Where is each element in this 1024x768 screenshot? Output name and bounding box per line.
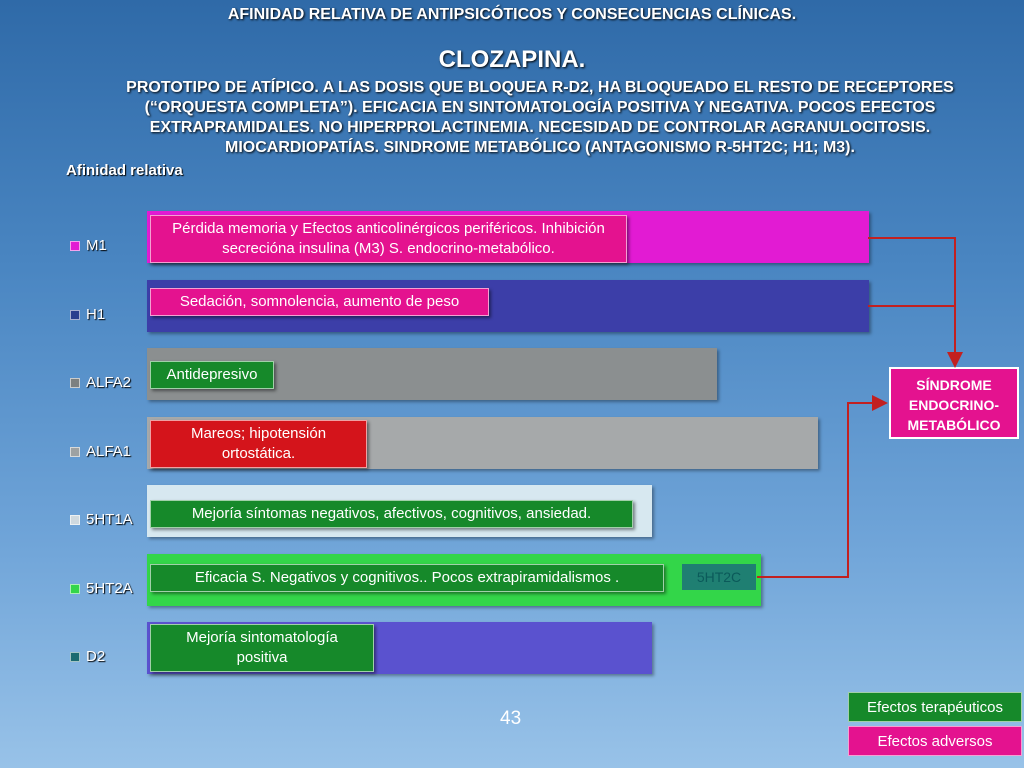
legend-therapeutic: Efectos terapéuticos — [848, 692, 1022, 722]
axis-label: Afinidad relativa — [66, 162, 183, 179]
annotation-m1: Pérdida memoria y Efectos anticolinérgicos periféricos. Inhibición secrecióna insulina (M3) S. endocrino-metabólico. — [150, 215, 627, 263]
arrow-5ht2c — [757, 403, 884, 577]
drug-description: PROTOTIPO DE ATÍPICO. A LAS DOSIS QUE BLOQUEA R-D2, HA BLOQUEADO EL RESTO DE RECEPTORES (“ORQUESTA COMPLETA”). EFICACIA EN SINTOMATOLOGÍA POSITIVA Y NEGATIVA. POCOS EFECTOS EXTRAPRAMIDALES. NO HIPERPROLACTINEMIA. NECESIDAD DE CONTROLAR AGRANULOCITOSIS. MIOCARDIOPATÍAS. SINDROME METABÓLICO (ANTAGONISMO R-5HT2C; H1; M3). — [126, 79, 954, 156]
category-text: 5HT2A — [86, 580, 133, 597]
annotation-h1: Sedación, somnolencia, aumento de peso — [150, 288, 489, 316]
sindrome-box: SÍNDROME ENDOCRINO-METABÓLICO — [889, 367, 1019, 439]
category-text: M1 — [86, 237, 107, 254]
category-text: ALFA2 — [86, 374, 132, 391]
annotation-5ht1a: Mejoría síntomas negativos, afectivos, cognitivos, ansiedad. — [150, 500, 633, 528]
annotation-alfa1: Mareos; hipotensión ortostática. — [150, 420, 367, 468]
drug-name: CLOZAPINA. — [438, 46, 586, 73]
legend-adverse: Efectos adversos — [848, 726, 1022, 756]
category-text: 5HT1A — [86, 511, 133, 528]
annotation-5ht2c: 5HT2C — [682, 564, 756, 590]
annotation-d2: Mejoría sintomatología positiva — [150, 624, 374, 672]
arrow-h1 — [868, 306, 955, 364]
category-text: H1 — [86, 306, 106, 323]
page-number: 43 — [500, 708, 522, 729]
category-text: ALFA1 — [86, 443, 132, 460]
slide-title: AFINIDAD RELATIVA DE ANTIPSICÓTICOS Y CONSECUENCIAS CLÍNICAS. — [227, 6, 797, 23]
annotation-5ht2a: Eficacia S. Negativos y cognitivos.. Pocos extrapiramidalismos . — [150, 564, 664, 592]
category-text: D2 — [86, 648, 106, 665]
arrow-m1 — [868, 238, 955, 364]
annotation-alfa2: Antidepresivo — [150, 361, 274, 389]
